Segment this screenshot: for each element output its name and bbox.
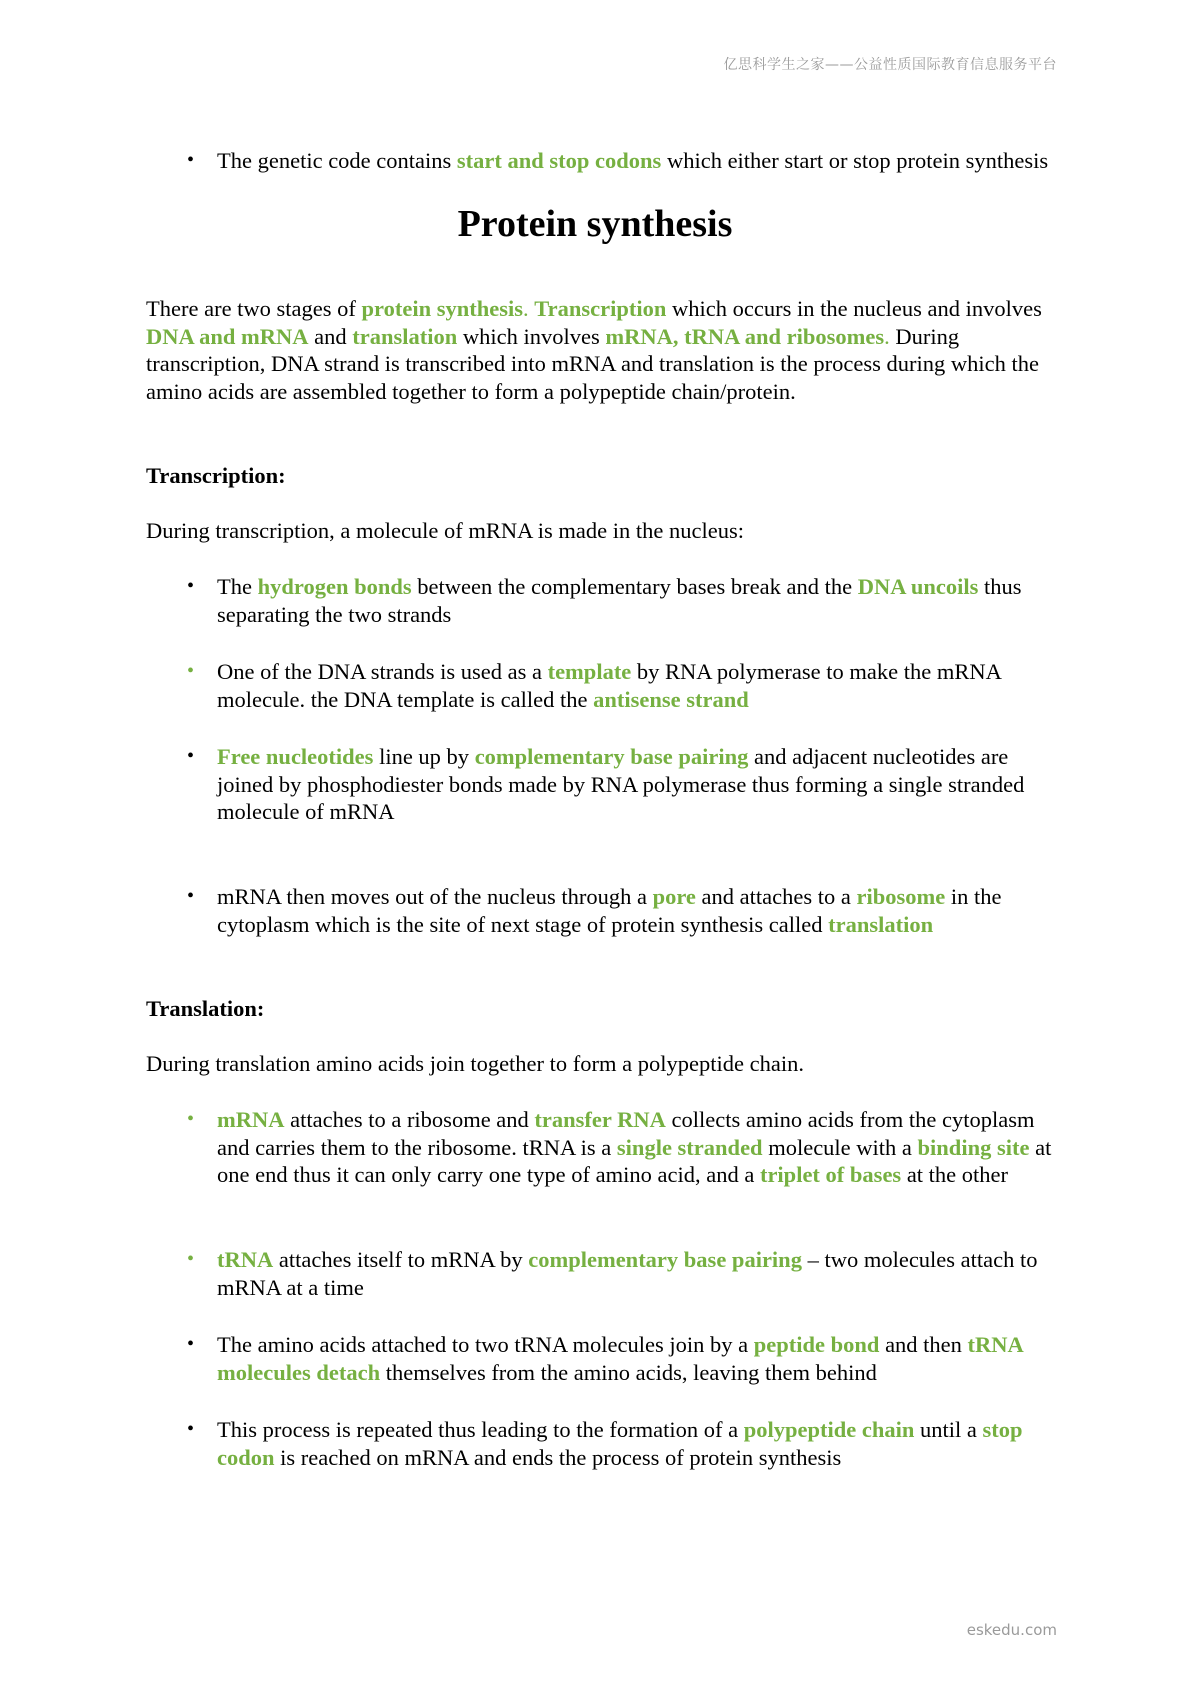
bullet-icon: • [187,1108,195,1130]
translation-heading: Translation: [146,996,265,1021]
transcription-intro: During transcription, a molecule of mRNA is made in the nucleus: [146,518,744,543]
list-item-polypeptide-chain: • This process is repeated thus leading to the formation of a polypeptide chain until a stop codon is reached on mRNA and ends the process of protein synthesis [187,1417,1023,1470]
bullet-icon: • [187,149,195,171]
list-item-hydrogen-bonds: • The hydrogen bonds between the complementary bases break and the DNA uncoils thus separating the two strands [187,574,1022,627]
transcription-heading: Transcription: [146,463,286,488]
bullet-icon: • [187,745,195,767]
bullet-icon: • [187,1333,195,1355]
page-footer-text: eskedu.com [966,1621,1057,1639]
list-item-template: • One of the DNA strands is used as a template by RNA polymerase to make the mRNA molecule. the DNA template is called the antisense strand [187,659,1001,712]
list-item-peptide-bond: • The amino acids attached to two tRNA molecules join by a peptide bond and then tRNA molecules detach themselves from the amino acids, leaving them behind [187,1332,1023,1385]
bullet-icon: • [187,885,195,907]
page-header-text: 亿思科学生之家——公益性质国际教育信息服务平台 [723,57,1057,73]
page-title: Protein synthesis [457,203,733,245]
bullet-icon: • [187,660,195,682]
translation-intro: During translation amino acids join together to form a polypeptide chain. [146,1051,804,1076]
bullet-icon: • [187,575,195,597]
list-item-trna-attaches: • tRNA attaches itself to mRNA by complementary base pairing – two molecules attach to mRNA at a time [187,1247,1038,1300]
bullet-icon: • [187,1248,195,1270]
list-item-free-nucleotides: • Free nucleotides line up by complementary base pairing and adjacent nucleotides are joined by phosphodiester bonds made by RNA polymerase thus forming a single stranded molecule of mRNA [187,744,1025,824]
bullet-icon: • [187,1418,195,1440]
list-item-mrna-attaches: • mRNA attaches to a ribosome and transfer RNA collects amino acids from the cytoplasm and carries them to the ribosome. tRNA is a single stranded molecule with a binding site at one end thus it can only carry one type of amino acid, and a triplet of bases at the other [187,1107,1052,1187]
list-item-mrna-moves: • mRNA then moves out of the nucleus through a pore and attaches to a ribosome in the cytoplasm which is the site of next stage of protein synthesis called translation [187,884,1002,937]
overview-paragraph: There are two stages of protein synthesis. Transcription which occurs in the nucleus and involves DNA and mRNA and translation which involves mRNA, tRNA and ribosomes. During transcription, DNA strand is transcribed into mRNA and translation is the process during which the amino acids are assembled together to form a polypeptide chain/protein. [146,296,1042,404]
list-item-start-stop-codons: • The genetic code contains start and stop codons which either start or stop protein synthesis [187,148,1049,173]
